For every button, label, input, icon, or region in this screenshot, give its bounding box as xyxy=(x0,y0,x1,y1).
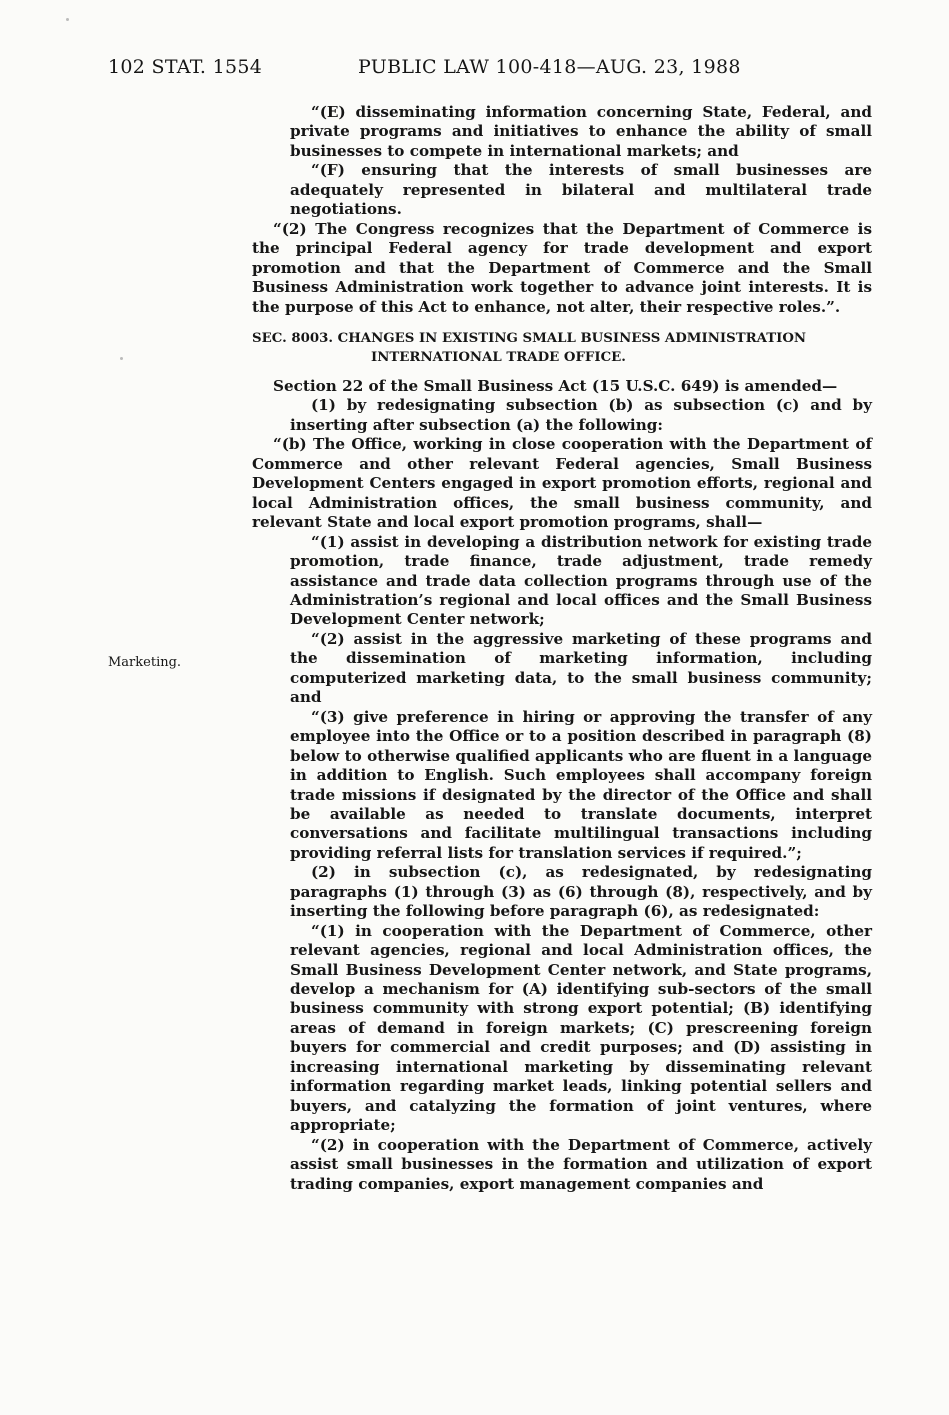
scan-speck xyxy=(120,357,123,360)
scan-speck xyxy=(66,18,69,21)
paragraph-c-1: “(1) in cooperation with the Department of Commerce, other relevant agencies, regional and local Administration offices, the Small Business Development Center network, and State programs, develop a mechanism for (A) identifying sub-sectors of the small business community with strong export potential; (B) identifying areas of demand in foreign markets; (C) prescreening foreign buyers for commercial and credit purposes; and (D) assisting in increasing international marketing by disseminating relevant information regarding market leads, linking potential sellers and buyers, and catalyzing the formation of joint ventures, where appropriate; xyxy=(290,921,872,1135)
body-text xyxy=(252,103,872,1194)
paragraph-f: “(F) ensuring that the interests of small businesses are adequately represented in bilateral and multilateral trade negotiations. xyxy=(290,161,872,219)
page-header xyxy=(108,56,868,84)
statute-page-number: 102 STAT. 1554 xyxy=(108,56,263,78)
section-heading xyxy=(252,329,872,367)
paragraph-congress-recognizes: “(2) The Congress recognizes that the Department of Commerce is the principal Federal agency for trade development and export promotion and that the Department of Commerce and the Small Business Administration work together to advance joint interests. It is the purpose of this Act to enhance, not alter, their respective roles.”. xyxy=(252,219,872,316)
paragraph-b-office: “(b) The Office, working in close cooperation with the Department of Commerce and other relevant Federal agencies, Small Business Development Centers engaged in export promotion efforts, regional and local Administration offices, the small business community, and relevant State and local export promotion programs, shall— xyxy=(252,435,872,532)
public-law-title: PUBLIC LAW 100-418—AUG. 23, 1988 xyxy=(358,56,741,78)
paragraph-b-3: “(3) give preference in hiring or approving the transfer of any employee into the Office or to a position described in paragraph (8) below to otherwise qualified applicants who are fluent in a language in addition to English. Such employees shall accompany foreign trade missions if designated by the director of the Office and shall be available as needed to translate documents, interpret conversations and facilitate multilingual transactions including providing referral lists for translation services if required.”; xyxy=(290,707,872,862)
paragraph-b-2: “(2) assist in the aggressive marketing of these programs and the dissemination of marketing information, including computerized marketing data, to the small business community; and xyxy=(290,629,872,707)
paragraph-redesignate-2: (2) in subsection (c), as redesignated, by redesignating paragraphs (1) through (3) as (6) through (8), respectively, and by inserting the following before paragraph (6), as redesignated: xyxy=(290,863,872,921)
margin-note-marketing: Marketing. xyxy=(108,655,182,670)
paragraph-b-1: “(1) assist in developing a distribution network for existing trade promotion, trade finance, trade adjustment, trade remedy assistance and trade data collection programs through use of the Administration’s regional and local offices and the Small Business Development Center network; xyxy=(290,532,872,629)
section-heading-line1: SEC. 8003. CHANGES IN EXISTING SMALL BUSINESS ADMINISTRATION xyxy=(252,330,807,346)
paragraph-section-22: Section 22 of the Small Business Act (15 U.S.C. 649) is amended— xyxy=(273,376,838,395)
paragraph-redesignate-1: (1) by redesignating subsection (b) as subsection (c) and by inserting after subsection (a) the following: xyxy=(290,396,872,434)
section-heading-line2: INTERNATIONAL TRADE OFFICE. xyxy=(371,349,626,365)
paragraph-c-2: “(2) in cooperation with the Department of Commerce, actively assist small businesses in the formation and utilization of export trading companies, export management companies and xyxy=(290,1135,872,1193)
paragraph-e: “(E) disseminating information concerning State, Federal, and private programs and initiatives to enhance the ability of small businesses to compete in international markets; and xyxy=(290,103,872,160)
